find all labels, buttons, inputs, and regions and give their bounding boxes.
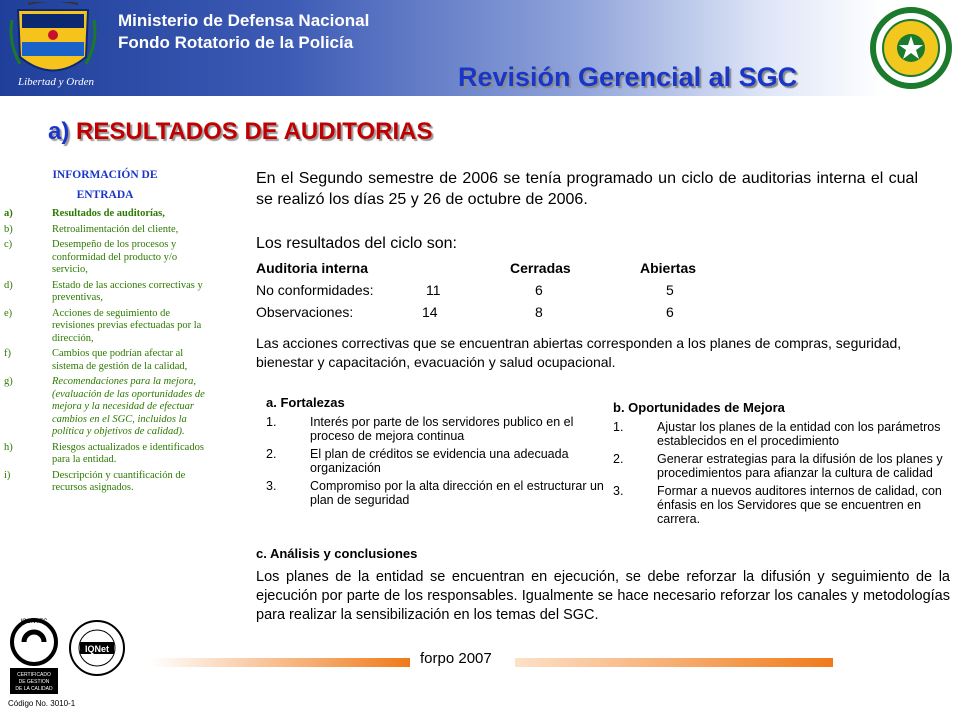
mejora-box	[613, 401, 955, 530]
sidebar-item-text: Estado de las acciones correctivas y preventivas,	[52, 279, 203, 303]
sidebar-item-text: Retroalimentación del cliente,	[52, 223, 179, 235]
list-item-text: Compromiso por la alta dirección en el estructurar un plan de seguridad	[310, 479, 604, 507]
list-item	[613, 484, 955, 526]
cert-line3: DE LA CALIDAD	[15, 686, 53, 692]
sidebar-item-letter: e)	[4, 307, 13, 319]
sidebar-item	[4, 208, 206, 221]
sidebar-item	[4, 348, 206, 373]
list-item-number: 2.	[613, 452, 624, 466]
sidebar-item-letter: a)	[4, 208, 13, 219]
icontec-certification-badge	[8, 616, 60, 698]
sidebar-item-text: Cambios que podrían afectar al sistema de gestión de la calidad,	[52, 348, 188, 372]
list-item	[266, 415, 611, 443]
table-header-cell: Abiertas	[640, 260, 697, 276]
page-title: Revisión Gerencial al SGC	[458, 62, 798, 92]
input-info-sidebar	[4, 165, 206, 495]
list-item-number: 3.	[266, 479, 277, 493]
table-header-row	[256, 260, 756, 282]
sidebar-item-text: Descripción y cuantificación de recursos asignados.	[52, 469, 186, 493]
sidebar-item-text: Resultados de auditorías,	[52, 208, 165, 219]
ministry-line2: Fondo Rotatorio de la Policía	[118, 33, 354, 52]
list-item-number: 2.	[266, 447, 277, 461]
list-item-text: Ajustar los planes de la entidad con los parámetros establecidos en el procedimiento	[657, 420, 941, 448]
list-item-text: Interés por parte de los servidores publico en el proceso de mejora continua	[310, 415, 574, 443]
header-banner	[0, 0, 960, 96]
section-title: RESULTADOS DE AUDITORIAS	[76, 118, 433, 145]
ministry-line1: Ministerio de Defensa Nacional	[118, 11, 370, 30]
list-item	[266, 447, 611, 475]
table-header-cell: Cerradas	[510, 260, 571, 276]
sidebar-item-letter: b)	[4, 223, 13, 235]
intro-paragraph: En el Segundo semestre de 2006 se tenía programado un ciclo de auditorias interna el cual se realizó los días 25 y 26 de octubre de 2006.	[256, 170, 918, 208]
footer-bar-left	[150, 658, 410, 667]
sidebar-item	[4, 442, 206, 467]
list-item-number: 3.	[613, 484, 624, 498]
corrective-note: Las acciones correctivas que se encuentran abiertas corresponden a los planes de compras, seguridad, bienestar y capacitación, evacuación y salud ocupacional.	[256, 335, 902, 370]
list-item-text: Generar estrategias para la difusión de los planes y procedimientos para afianzar la cultura de calidad	[657, 452, 943, 480]
sidebar-item	[4, 224, 206, 237]
sidebar-title-line1: INFORMACIÓN DE	[52, 169, 158, 181]
list-item-text: El plan de créditos se evidencia una adecuada organización	[310, 447, 569, 475]
sidebar-title	[4, 165, 206, 205]
sidebar-item-text: Riesgos actualizados e identificados para la entidad.	[52, 441, 204, 465]
table-cell: 11	[426, 282, 441, 298]
cert-code: Código No. 3010-1	[8, 699, 76, 708]
footer-text: forpo 2007	[420, 650, 492, 667]
sidebar-item-letter: g)	[4, 376, 13, 387]
sidebar-item	[4, 239, 206, 277]
section-heading	[48, 118, 432, 146]
sidebar-item-text: Recomendaciones para la mejora, (evaluación de las oportunidades de mejora y la necesidad de efectuar cambios en el SGC, incluidos la política y objetivos de calidad).	[52, 376, 205, 437]
table-cell: 14	[422, 304, 438, 320]
cert-line1: CERTIFICADO	[17, 672, 51, 678]
sidebar-item	[4, 470, 206, 495]
table-cell: 8	[535, 304, 543, 320]
table-row	[256, 282, 756, 304]
list-item-text: Formar a nuevos auditores internos de calidad, con énfasis en los Servidores que se encuentren en carrera.	[657, 484, 942, 526]
mejora-title: b. Oportunidades de Mejora	[613, 400, 785, 415]
sidebar-item	[4, 280, 206, 305]
icontec-label: ICONTEC	[20, 619, 48, 625]
police-emblem-icon	[868, 4, 954, 92]
table-row	[256, 304, 756, 326]
sidebar-item-letter: c)	[4, 239, 13, 250]
list-item-number: 1.	[613, 420, 624, 434]
list-item-number: 1.	[266, 415, 277, 429]
sidebar-item-text: Acciones de seguimiento de revisiones previas efectuadas por la dirección,	[52, 307, 202, 344]
results-label: Los resultados del ciclo son:	[256, 235, 457, 252]
table-cell: 6	[535, 282, 543, 298]
list-item	[266, 479, 611, 507]
list-item	[613, 452, 955, 480]
section-prefix: a)	[48, 118, 70, 145]
sidebar-item-letter: h)	[4, 441, 13, 453]
table-header-cell: Auditoria interna	[256, 260, 369, 276]
sidebar-item-letter: f)	[4, 348, 11, 359]
iqnet-certification-badge	[68, 618, 126, 678]
list-item	[613, 420, 955, 448]
analisis-title: c. Análisis y conclusiones	[256, 546, 418, 561]
sidebar-item-text: Desempeño de los procesos y conformidad del producto y/o servicio,	[52, 239, 178, 275]
footer-bar-right	[515, 658, 833, 667]
ministry-block	[118, 10, 369, 54]
fortalezas-box	[266, 396, 611, 511]
sidebar-item-letter: i)	[4, 469, 11, 481]
table-cell: No conformidades:	[256, 282, 374, 298]
analisis-text: Los planes de la entidad se encuentran en ejecución, se debe reforzar la difusión y seguimiento de la ejecución por parte de los responsables. Igualmente se hace necesario reforzar los canales y metodologías para realizar la sensibilización en los temas del SGC.	[256, 569, 950, 623]
sidebar-item	[4, 376, 206, 439]
sidebar-title-line2: ENTRADA	[76, 189, 134, 201]
sidebar-item	[4, 308, 206, 346]
sidebar-item-letter: d)	[4, 279, 13, 291]
crest-motto: Libertad y Orden	[18, 76, 94, 88]
table-cell: Observaciones:	[256, 304, 354, 320]
table-cell: 5	[666, 282, 674, 298]
table-cell: 6	[666, 304, 674, 320]
cert-line2: DE GESTION	[18, 679, 50, 685]
fortalezas-title: a. Fortalezas	[266, 395, 345, 410]
iqnet-label: IQNet	[84, 644, 110, 654]
